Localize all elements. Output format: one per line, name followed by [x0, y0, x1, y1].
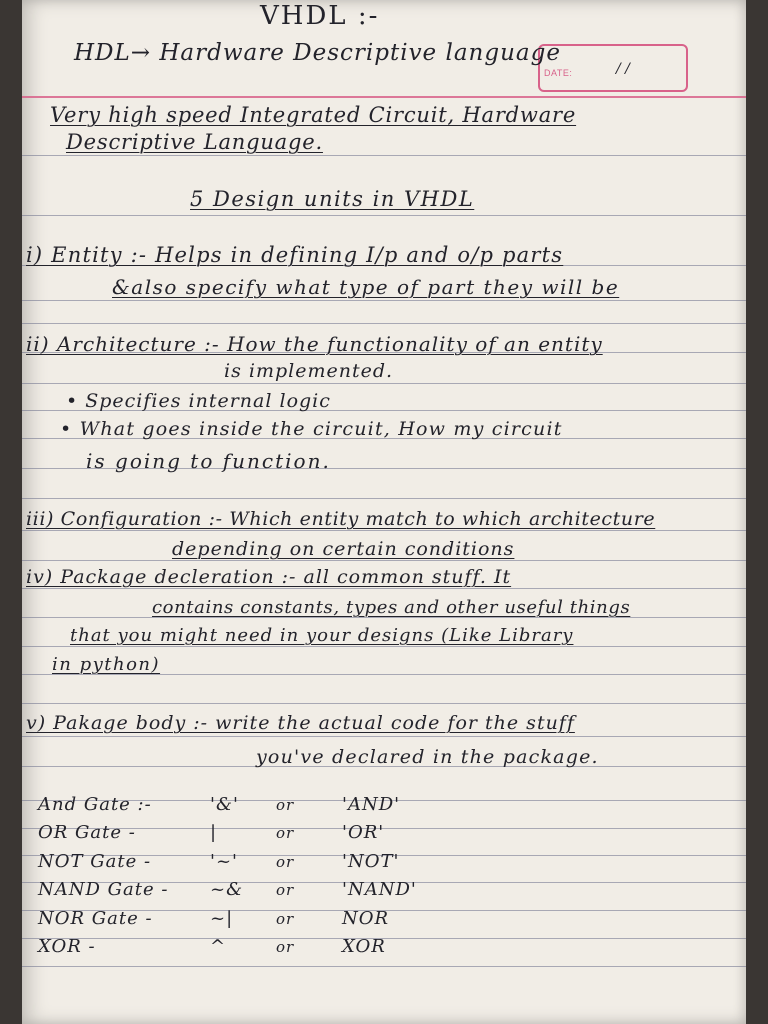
gate-symbol: ^ — [210, 936, 227, 957]
unit-architecture-bullet-1: • Specifies internal logic — [66, 390, 331, 412]
gate-or: or — [276, 796, 295, 814]
rule-line — [22, 498, 746, 499]
unit-package-body-line-2: you've declared in the package. — [256, 746, 599, 768]
gate-keyword: 'NOT' — [342, 851, 400, 872]
rule-line — [22, 323, 746, 324]
unit-configuration-line-2: depending on certain conditions — [172, 538, 515, 560]
unit-architecture-line-2: is implemented. — [224, 360, 394, 382]
gate-symbol: | — [210, 822, 218, 843]
rule-line — [22, 530, 746, 531]
page-title: VHDL :- — [260, 1, 380, 31]
gate-keyword: 'NAND' — [342, 879, 417, 900]
rule-line — [22, 155, 746, 156]
rule-line — [22, 300, 746, 301]
gate-symbol: ~& — [210, 879, 244, 900]
gate-keyword: NOR — [342, 908, 390, 929]
page-subtitle: HDL→ Hardware Descriptive language — [74, 40, 561, 66]
unit-package-declaration-line-3: that you might need in your designs (Like Library — [70, 625, 574, 646]
unit-configuration-line-1: iii) Configuration :- Which entity match to which architecture — [26, 508, 656, 530]
rule-line — [22, 560, 746, 561]
gate-name: XOR - — [38, 936, 96, 957]
gate-name: And Gate :- — [38, 794, 152, 815]
definition-line-1: Very high speed Integrated Circuit, Hardware — [50, 103, 577, 127]
gate-or: or — [276, 938, 295, 956]
rule-line — [22, 703, 746, 704]
gate-or: or — [276, 910, 295, 928]
gate-name: OR Gate - — [38, 822, 136, 843]
gate-symbol: '&' — [210, 794, 239, 815]
gate-keyword: XOR — [342, 936, 386, 957]
rule-line — [22, 966, 746, 967]
unit-package-declaration-line-2: contains constants, types and other useful things — [152, 597, 631, 618]
top-margin-line — [22, 96, 746, 98]
rule-line — [22, 215, 746, 216]
section-heading: 5 Design units in VHDL — [190, 187, 475, 211]
date-marks: / / — [616, 61, 630, 77]
unit-architecture-line-1: ii) Architecture :- How the functionality of an entity — [26, 332, 603, 356]
unit-architecture-bullet-2: • What goes inside the circuit, How my circuit — [60, 418, 563, 440]
rule-line — [22, 383, 746, 384]
unit-entity-line-2: &also specify what type of part they will be — [112, 275, 620, 299]
rule-line — [22, 736, 746, 737]
gate-or: or — [276, 824, 295, 842]
gate-name: NAND Gate - — [38, 879, 169, 900]
gate-symbol: ~| — [210, 908, 234, 929]
unit-architecture-line-5: is going to function. — [86, 449, 331, 473]
gate-or: or — [276, 881, 295, 899]
definition-line-2: Descriptive Language. — [66, 130, 323, 154]
gate-keyword: 'OR' — [342, 822, 385, 843]
gate-symbol: '~' — [210, 851, 238, 872]
unit-package-declaration-line-1: iv) Package decleration :- all common stuff. It — [26, 566, 512, 588]
gate-keyword: 'AND' — [342, 794, 401, 815]
gate-name: NOR Gate - — [38, 908, 153, 929]
unit-package-declaration-line-4: in python) — [52, 654, 161, 675]
gate-name: NOT Gate - — [38, 851, 152, 872]
unit-package-body-line-1: v) Pakage body :- write the actual code for the stuff — [26, 712, 575, 734]
notebook-page — [22, 0, 746, 1024]
date-label: DATE: — [544, 68, 573, 78]
unit-entity-line-1: i) Entity :- Helps in defining I/p and o/p parts — [26, 243, 564, 267]
rule-line — [22, 588, 746, 589]
gate-or: or — [276, 853, 295, 871]
